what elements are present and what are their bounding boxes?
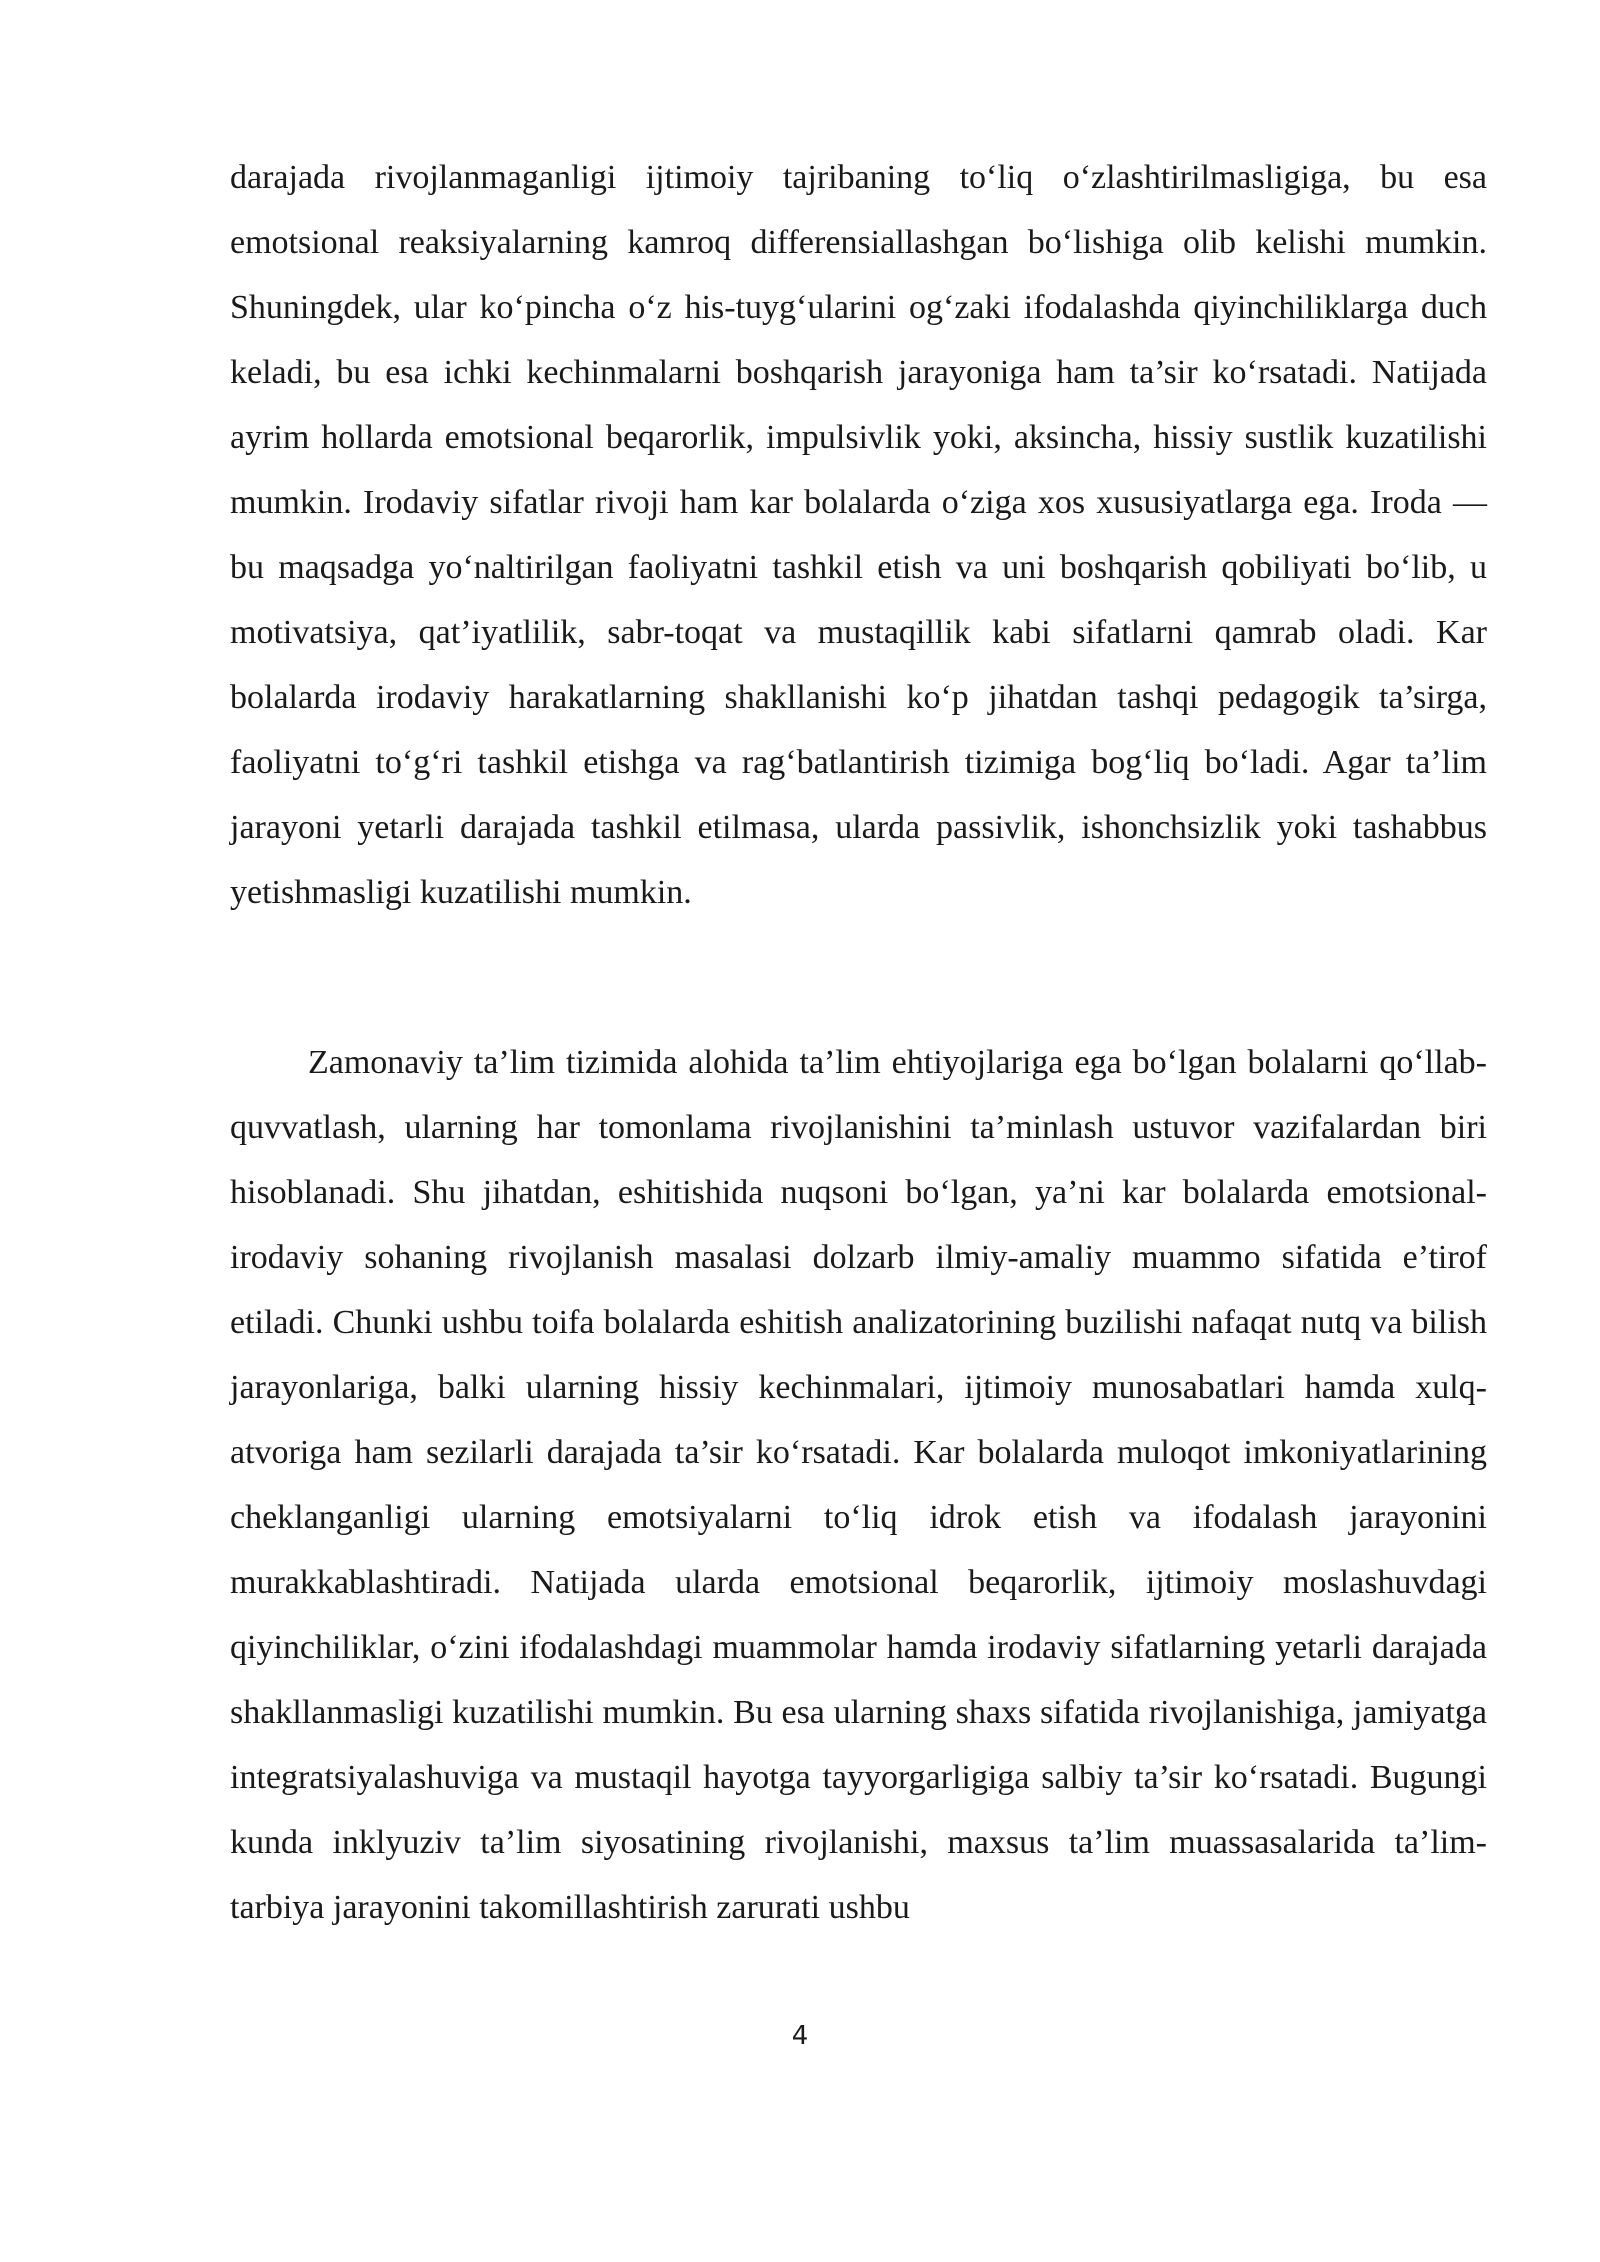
body-paragraph-2: Zamonaviy ta’lim tizimida alohida ta’lim ehtiyojlariga ega bo‘lgan bolalarni qo‘llab-quvvatlash, ularning har tomonlama rivojlanishini ta’minlash ustuvor vazifalardan biri hisoblanadi. Shu jihatdan, eshitishida nuqsoni bo‘lgan, ya’ni kar bolalarda emotsional-irodaviy sohaning rivojlanish masalasi dolzarb ilmiy-amaliy muammo sifatida e’tirof etiladi. Chunki ushbu toifa bolalarda eshitish analizatorining buzilishi nafaqat nutq va bilish jarayonlariga, balki ularning hissiy kechinmalari, ijtimoiy munosabatlari hamda xulq-atvoriga ham sezilarli darajada ta’sir ko‘rsatadi. Kar bolalarda muloqot imkoniyatlarining cheklanganligi ularning emotsiyalarni to‘liq idrok etish va ifodalash jarayonini murakkablashtiradi. Natijada ularda emotsional beqarorlik, ijtimoiy moslashuvdagi qiyinchiliklar, o‘zini ifodalashdagi muammolar hamda irodaviy sifatlarning yetarli darajada shakllanmasligi kuzatilishi mumkin. Bu esa ularning shaxs sifatida rivojlanishiga, jamiyatga integratsiyalashuviga va mustaqil hayotga tayyorgarligiga salbiy ta’sir ko‘rsatadi. Bugungi kunda inklyuziv ta’lim siyosatining rivojlanishi, maxsus ta’lim muassasalarida ta’lim-tarbiya jarayonini takomillashtirish zarurati ushbu [230,1044,1487,1926]
body-paragraph-1: darajada rivojlanmaganligi ijtimoiy tajribaning to‘liq o‘zlashtirilmasligiga, bu esa emotsional reaksiyalarning kamroq differensiallashgan bo‘lishiga olib kelishi mumkin. Shuningdek, ular ko‘pincha o‘z his-tuyg‘ularini og‘zaki ifodalashda qiyinchiliklarga duch keladi, bu esa ichki kechinmalarni boshqarish jarayoniga ham ta’sir ko‘rsatadi. Natijada ayrim hollarda emotsional beqarorlik, impulsivlik yoki, aksincha, hissiy sustlik kuzatilishi mumkin. Irodaviy sifatlar rivoji ham kar bolalarda o‘ziga xos xususiyatlarga ega. Iroda — bu maqsadga yo‘naltirilgan faoliyatni tashkil etish va uni boshqarish qobiliyati bo‘lib, u motivatsiya, qat’iyatlilik, sabr-toqat va mustaqillik kabi sifatlarni qamrab oladi. Kar bolalarda irodaviy harakatlarning shakllanishi ko‘p jihatdan tashqi pedagogik ta’sirga, faoliyatni to‘g‘ri tashkil etishga va rag‘batlantirish tizimiga bog‘liq bo‘ladi. Agar ta’lim jarayoni yetarli darajada tashkil etilmasa, ularda passivlik, ishonchsizlik yoki tashabbus yetishmasligi kuzatilishi mumkin. [230,159,1487,911]
page-number: 4 [791,2021,809,2051]
